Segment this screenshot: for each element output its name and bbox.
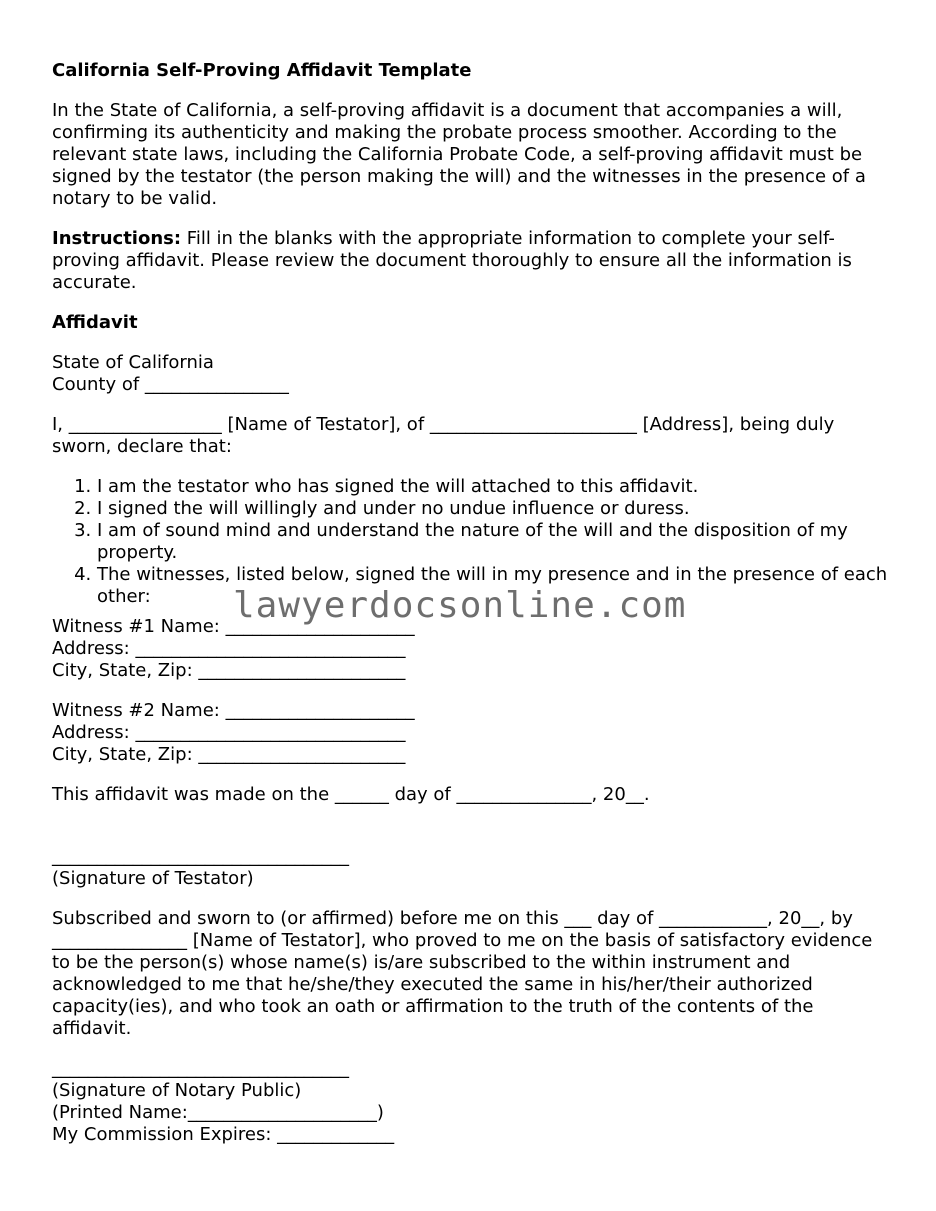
instructions-paragraph bbox=[52, 228, 888, 294]
instructions-label: Instructions: bbox=[52, 228, 182, 249]
testator-signature-line: _________________________________ bbox=[52, 846, 349, 867]
affidavit-heading: Affidavit bbox=[52, 312, 138, 333]
document-title: California Self-Proving Affidavit Template bbox=[52, 60, 472, 81]
list-item: 1. I am the testator who has signed the will attached to this affidavit. bbox=[97, 476, 888, 498]
venue-block bbox=[52, 352, 888, 396]
notary-signature-block bbox=[52, 1058, 888, 1146]
witness-1-name: Witness #1 Name: _____________________ bbox=[52, 616, 415, 637]
notary-printed-name: (Printed Name:_____________________) bbox=[52, 1102, 384, 1123]
witness-2-name: Witness #2 Name: _____________________ bbox=[52, 700, 415, 721]
intro-paragraph: In the State of California, a self-proving affidavit is a document that accompanies a will, confirming its authenticity and making the probate process smoother. According to the relevant state laws, including the California Probate Code, a self-proving affidavit must be signed by the testator (the person making the will) and the witnesses in the presence of a notary to be valid. bbox=[52, 100, 866, 209]
watermark: lawyerdocsonline.com bbox=[233, 585, 687, 626]
witness-1-address: Address: ______________________________ bbox=[52, 638, 406, 659]
testator-signature-block bbox=[52, 846, 888, 890]
state-line: State of California bbox=[52, 352, 214, 373]
notary-signature-label: (Signature of Notary Public) bbox=[52, 1080, 302, 1101]
instructions-text: Fill in the blanks with the appropriate information to complete your self-proving affidavit. Please review the document thoroughly to ensure all the information is accurate. bbox=[52, 228, 852, 293]
testator-signature-label: (Signature of Testator) bbox=[52, 868, 254, 889]
county-line: County of ________________ bbox=[52, 374, 289, 395]
notary-signature-line: _________________________________ bbox=[52, 1058, 349, 1079]
list-item: 3. I am of sound mind and understand the nature of the will and the disposition of my property. bbox=[97, 520, 888, 564]
witness-2-city: City, State, Zip: _______________________ bbox=[52, 744, 406, 765]
list-item: 4. The witnesses, listed below, signed the will in my presence and in the presence of each other: bbox=[97, 564, 888, 608]
notary-commission: My Commission Expires: _____________ bbox=[52, 1124, 395, 1145]
witness-1-city: City, State, Zip: _______________________ bbox=[52, 660, 406, 681]
witness-2-block bbox=[52, 700, 888, 766]
declaration-paragraph: I, _________________ [Name of Testator], of _______________________ [Address], being duly sworn, declare that: bbox=[52, 414, 835, 457]
list-item: 2. I signed the will willingly and under no undue influence or duress. bbox=[97, 498, 888, 520]
witness-2-address: Address: ______________________________ bbox=[52, 722, 406, 743]
notary-paragraph: Subscribed and sworn to (or affirmed) before me on this ___ day of ____________, 20__, by _______________ [Name of Testator], who proved to me on the basis of satisfactory evidence to be the person(s) whose name(s) is/are subscribed to the within instrument and acknowledged to me that he/she/they executed the same in his/her/their authorized capacity(ies), and who took an oath or affirmation to the truth of the contents of the affidavit. bbox=[52, 908, 873, 1039]
date-line: This affidavit was made on the ______ day of _______________, 20__. bbox=[52, 784, 650, 805]
